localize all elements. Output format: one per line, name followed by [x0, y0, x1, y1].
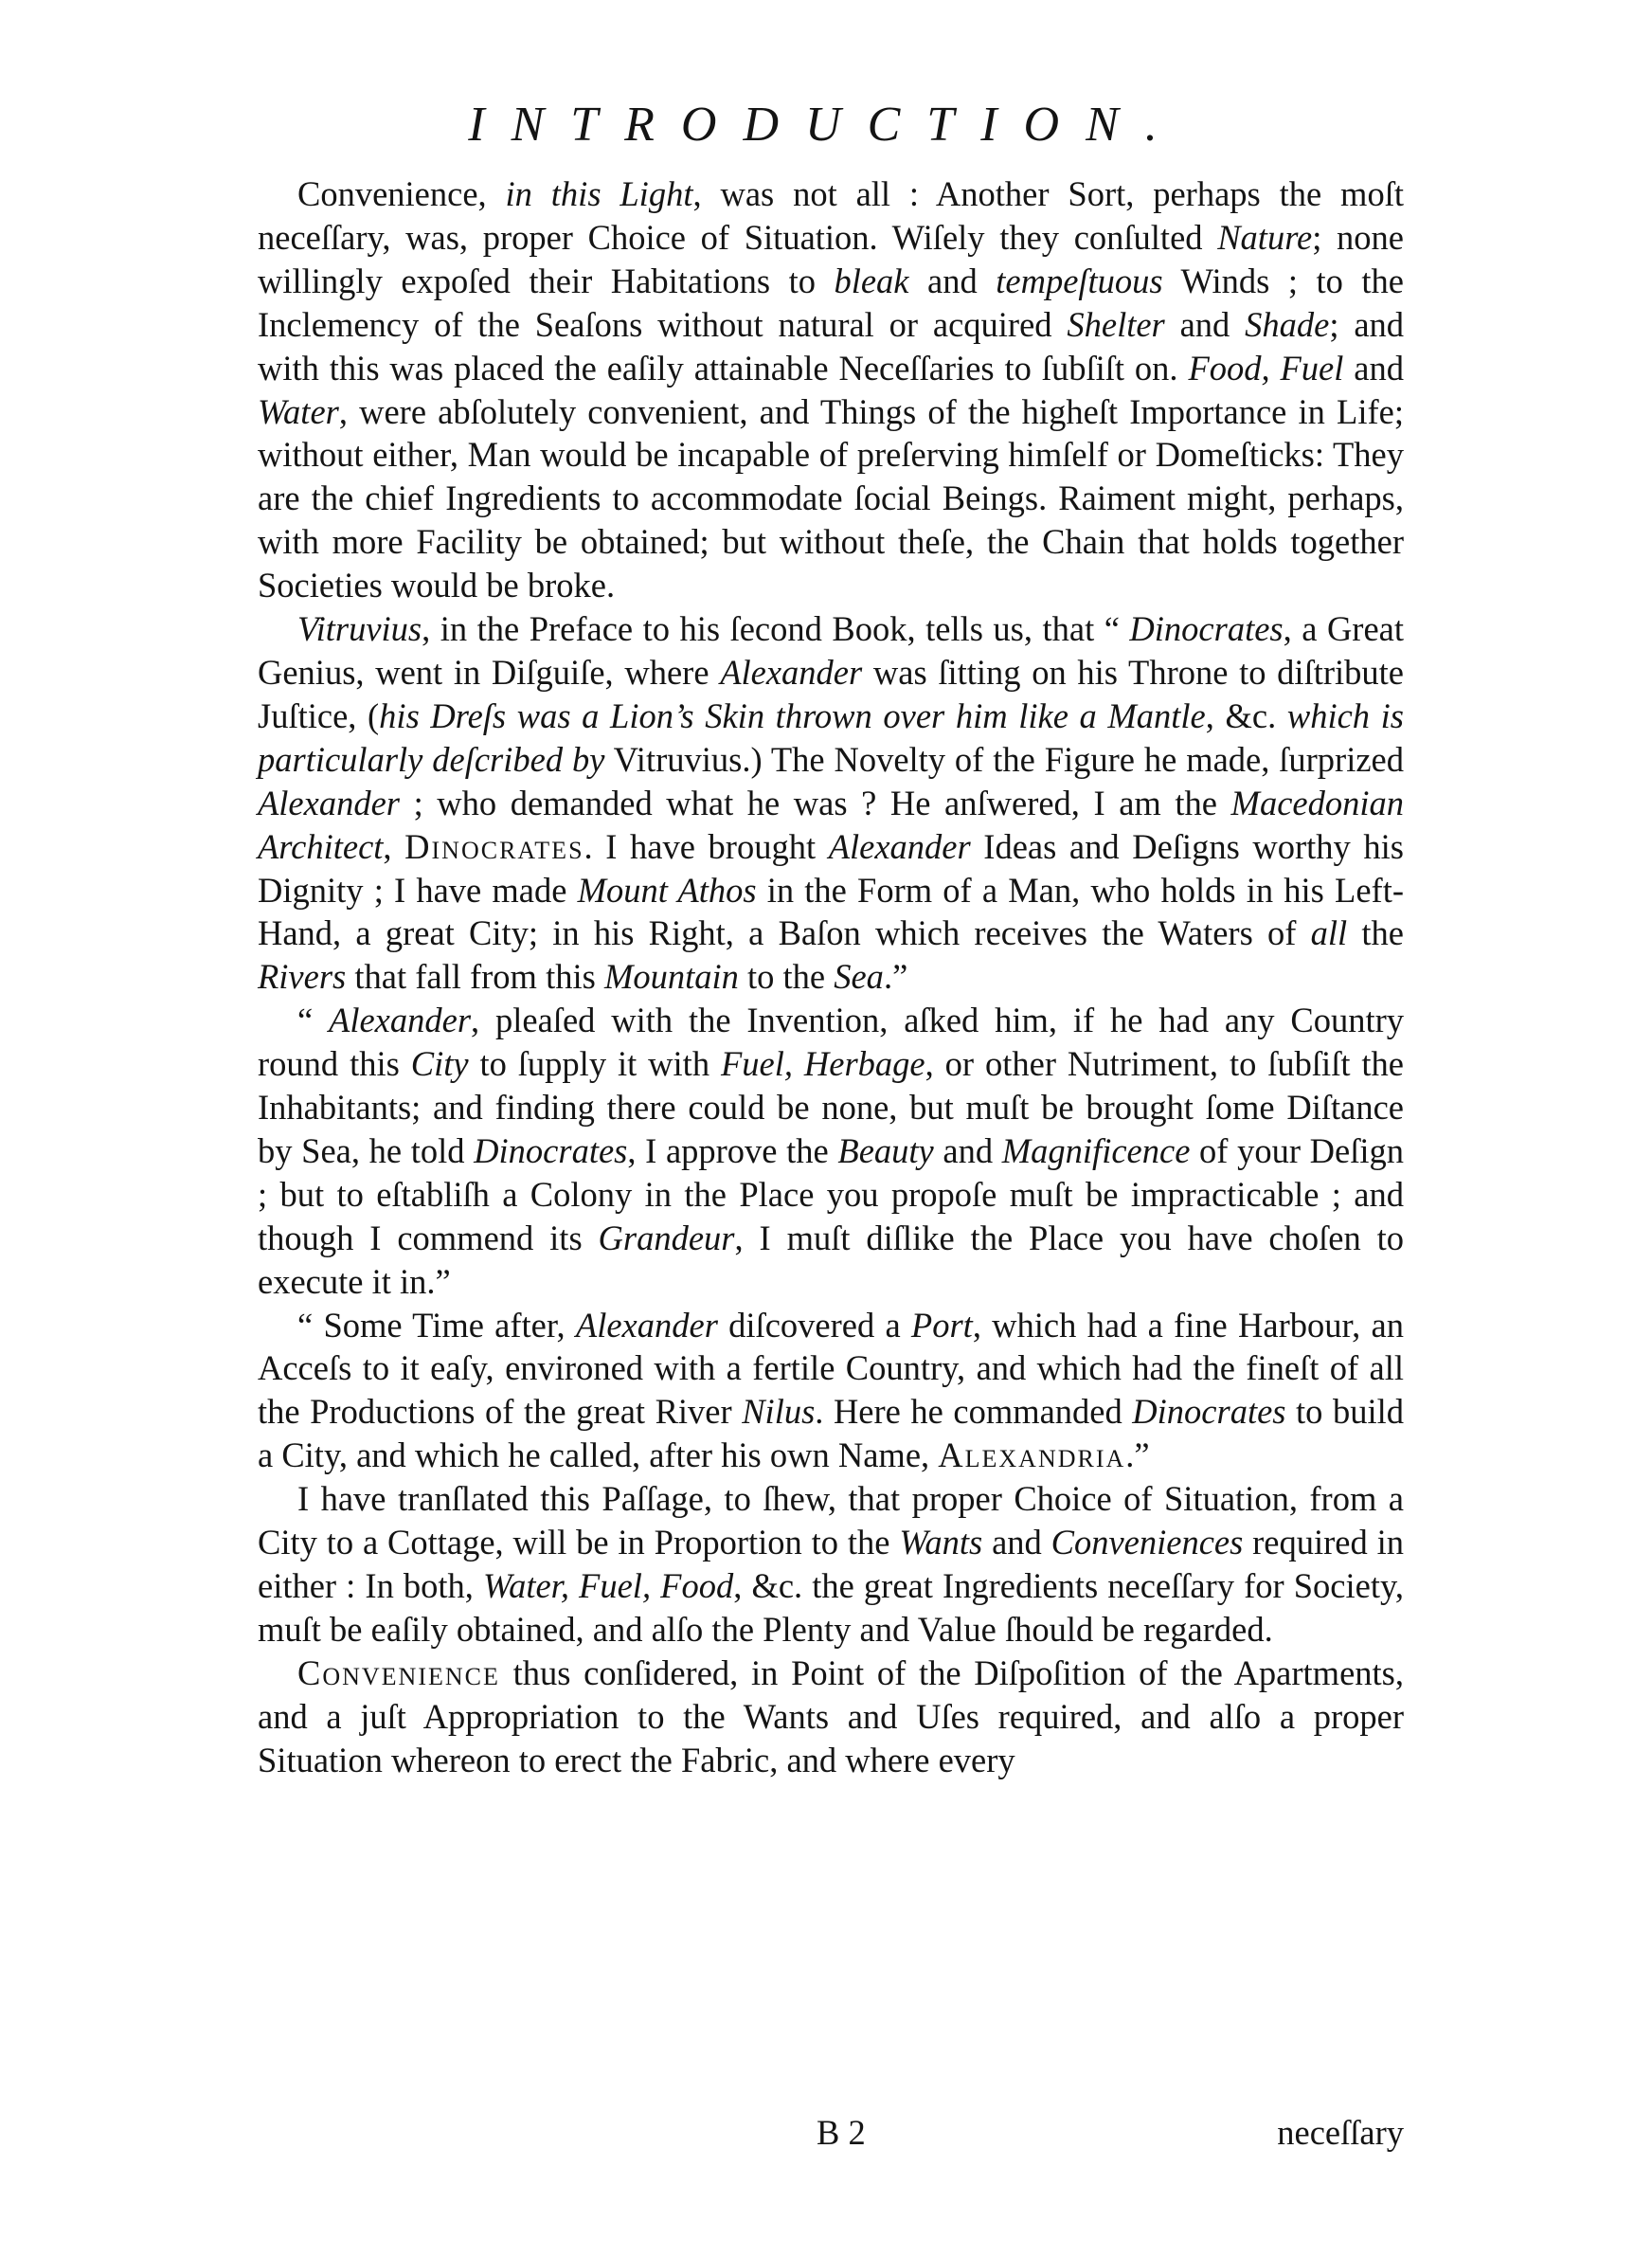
text-run: , a Great Genius, went in Diſguiſe, where [258, 609, 1404, 692]
text-run: in the Form of a Man, who holds in his Left-Hand, a great City; in his Right, a Baſon which receives the Waters of [258, 870, 1404, 953]
text-run: thus conſidered, in Point of the Diſpoſition of the Apartments, and a juſt Appropriation to the Wants and Uſes required, and alſo a proper Situation whereon to erect the Fabric, and where every [258, 1652, 1404, 1779]
italic-text: Shelter [1067, 304, 1165, 344]
italic-text: which is particularly deſcribed by [258, 695, 1404, 779]
italic-text: bleak [834, 261, 909, 300]
italic-text: Water [258, 391, 339, 431]
italic-text: Wants [899, 1523, 983, 1562]
text-run: , or other Nutriment, to ſubſiſt the Inhabitants; and finding there could be none, but muſt be brought ſome Diſtance by Sea, he told [258, 1044, 1404, 1170]
paragraph [258, 1652, 1404, 1782]
small-caps-text: Dinocrates [404, 826, 584, 866]
italic-text: Sea [834, 957, 884, 997]
text-run: ; none willingly expoſed their Habitations to [258, 217, 1405, 300]
text-run: Convenience, [297, 174, 506, 213]
text-run: , [383, 826, 405, 866]
italic-text: Beauty [837, 1130, 934, 1170]
italic-text: Dinocrates [1132, 1392, 1286, 1432]
text-run: . I have brought [584, 826, 829, 866]
italic-text: Grandeur [598, 1218, 735, 1257]
small-caps-text: Convenience [297, 1652, 500, 1692]
paragraph [258, 172, 1404, 607]
text-run: and [908, 261, 997, 300]
italic-text: his Dreſs was a Lion’s Skin thrown over him like a Mantle [379, 695, 1206, 735]
text-run: and [1343, 348, 1405, 388]
text-run: , were abſolutely convenient, and Things of the higheſt Importance in Life; without either, Man would be incapable of preſerving himſelf or Domeſticks: They are the chief Ingredients to accommodate ſocial Beings. Raiment might, perhaps, with more Facility be obtained; but without theſe, the Chain that holds together Societies would be broke. [258, 391, 1404, 605]
text-run: of your Deſign ; but to eſtabliſh a Colony in the Place you propoſe muſt be impracticable ; and though I commend its [258, 1130, 1405, 1257]
paragraph [258, 1304, 1404, 1478]
italic-text: Magnificence [1001, 1130, 1191, 1170]
paragraph [258, 607, 1404, 999]
text-run: required in either : In both, [258, 1523, 1404, 1605]
italic-text: Alexander [720, 652, 863, 692]
text-run: to ſupply it with [468, 1044, 721, 1084]
text-run: I have tranſlated this Paſſage, to ſhew, that proper Choice of Situation, from a City to a Cottage, will be in Proportion to the [258, 1479, 1404, 1562]
italic-text: Rivers [258, 957, 347, 997]
italic-text: all [1310, 913, 1348, 953]
small-caps-text: Alexandria [938, 1435, 1126, 1475]
italic-text: Macedonian Architect [258, 783, 1404, 866]
italic-text: Food, Fuel [1188, 348, 1344, 388]
page-footer [258, 2111, 1404, 2155]
text-run: and [1164, 304, 1246, 344]
text-run: . Here he commanded [815, 1392, 1133, 1432]
paragraph [258, 1477, 1404, 1652]
text-run: , &c. the great Ingredients neceſſary for Society, muſt be eaſily obtained, and alſo the Plenty and Value ſhould be regarded. [258, 1566, 1404, 1649]
italic-text: Alexander [828, 826, 971, 866]
italic-text: Shade [1245, 304, 1330, 344]
text-run: Vitruvius.) The Novelty of the Figure he made, ſurprized [604, 739, 1404, 779]
text-run: , I muſt diſlike the Place you have choſen to execute it in.” [258, 1218, 1404, 1301]
italic-text: Alexander [329, 1001, 472, 1040]
italic-text: Vitruvius [297, 609, 422, 649]
text-run: .” [1125, 1435, 1150, 1475]
text-run: “ [297, 1001, 330, 1040]
italic-text: Nature [1217, 217, 1313, 257]
text-run: ; and with this was placed the eaſily attainable Neceſſaries to ſubſiſt on. [258, 304, 1405, 388]
text-run: ; who demanded what he was ? He anſwered, I am the [400, 783, 1231, 822]
text-run: Ideas and Deſigns worthy his Dignity ; I have made [258, 826, 1404, 910]
italic-text: Mountain [603, 957, 739, 997]
text-run: and [933, 1130, 1002, 1170]
running-head: INTRODUCTION. [468, 98, 1184, 152]
text-run: , which had a fine Harbour, an Acceſs to it eaſy, environed with a fertile Country, and which had the fineſt of all the Productions of the great River [258, 1305, 1404, 1432]
italic-text: Alexander [258, 783, 400, 822]
text-run: and [982, 1523, 1051, 1562]
text-run: to the [738, 957, 835, 997]
text-run: was ſitting on his Throne to diſtribute Juſtice, ( [258, 652, 1404, 735]
text-run: , in the Preface to his ſecond Book, tells us, that “ [422, 609, 1130, 649]
text-run: , pleaſed with the Invention, aſked him, if he had any Country round this [258, 1001, 1404, 1084]
text-run: .” [883, 957, 908, 997]
body-text [258, 172, 1404, 1782]
italic-text: Mount Athos [577, 870, 757, 910]
italic-text: Dinocrates [474, 1130, 628, 1170]
text-run: , I approve the [627, 1130, 838, 1170]
text-run: , was not all : Another Sort, perhaps the moſt neceſſary, was, proper Choice of Situation. Wiſely they conſulted [258, 174, 1404, 257]
catchword: neceſſary [1277, 2113, 1404, 2152]
text-run: Winds ; to the Inclemency of the Seaſons without natural or acquired [258, 261, 1404, 344]
signature-mark: B 2 [817, 2113, 866, 2152]
italic-text: Fuel, Herbage [720, 1044, 925, 1084]
paragraph [258, 999, 1404, 1303]
italic-text: City [410, 1044, 469, 1084]
italic-text: Nilus [742, 1392, 816, 1432]
text-run: that fall from this [346, 957, 604, 997]
italic-text: Water, Fuel, Food [483, 1566, 734, 1605]
text-run: , &c. [1205, 695, 1287, 735]
italic-text: in this Light [505, 174, 693, 213]
text-run: to build a City, and which he called, after his own Name, [258, 1392, 1404, 1475]
text-run: the [1347, 913, 1405, 953]
text-run: diſcovered a [717, 1305, 911, 1345]
italic-text: Port [910, 1305, 973, 1345]
italic-text: Conveniences [1050, 1523, 1244, 1562]
italic-text: Dinocrates [1129, 609, 1284, 649]
italic-text: tempeſtuous [996, 261, 1163, 300]
italic-text: Alexander [575, 1305, 718, 1345]
text-run: “ Some Time after, [297, 1305, 576, 1345]
